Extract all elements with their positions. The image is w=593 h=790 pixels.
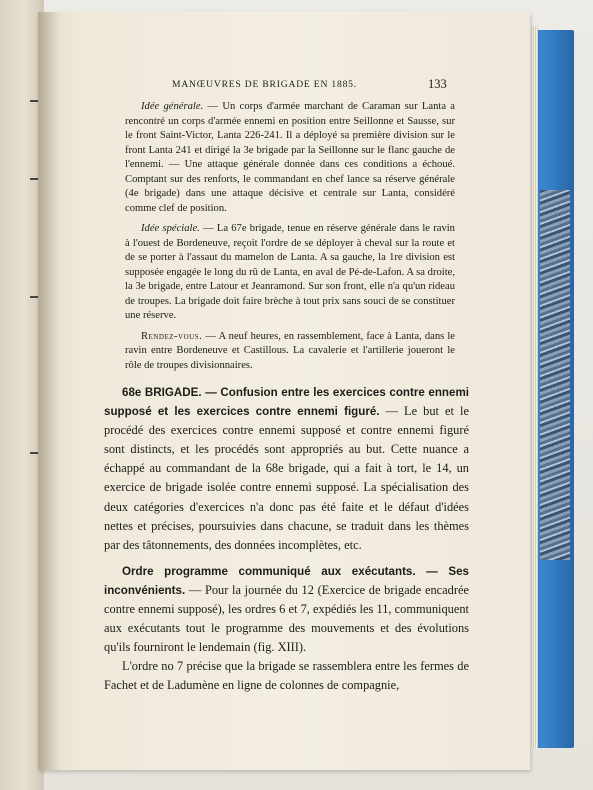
paragraph-idee-generale xyxy=(125,100,455,216)
marbled-endpaper xyxy=(540,190,570,560)
paragraph-body: L'ordre no 7 précise que la brigade se rassemblera entre les fermes de Fachet et de Ladumène en ligne de colonnes de compagnie, xyxy=(104,659,469,693)
paragraph-heading: Ordre programme communiqué aux exécutants. — Ses inconvénients. xyxy=(104,564,469,597)
paragraph-body: — Le but et le procédé des exercices contre ennemi supposé et contre ennemi figuré sont distincts, et les procédés sont appropriés au but. Cette nuance a échappé au commandant de la 68e brigade, qui a fait à tort, le 14, un exercice de brigade isolée contre ennemi supposé. La spécialisation des deux catégories d'exercices n'a donc pas été faite et le défaut d'idées nettes et précises, poursuivies dans chacune, se traduit dans les thèmes par des tâtonnements, des données incomplètes, etc. xyxy=(104,404,469,552)
running-header xyxy=(132,77,447,95)
scenario-block xyxy=(125,100,455,373)
gutter-shadow xyxy=(38,12,60,770)
paragraph-body: — La 67e brigade, tenue en réserve générale dans le ravin à l'ouest de Bordeneuve, reçoit l'ordre de se déployer à cheval sur la route et de se porter à l'assaut du mamelon de Lanta. A sa gauche, la 1re division est supposée engagée le long du rû de Lanta, en aval de Pé-de-Lafon. A sa droite, la 3e brigade, entre Latour et Jeanramond. Sur son front, elle n'a qu'un rideau de troupes. La brigade doit faire brèche à tout prix sans souci de se constituer une réserve. xyxy=(125,223,455,321)
paragraph-idee-speciale xyxy=(125,222,455,324)
page-number: 133 xyxy=(428,77,447,91)
paragraph-lead: Idée spéciale. xyxy=(141,223,200,234)
paragraph-heading: 68e BRIGADE. — Confusion entre les exercices contre ennemi supposé et les exercices contre ennemi figuré. xyxy=(104,386,469,419)
paragraph-body: — Un corps d'armée marchant de Caraman sur Lanta a rencontré un corps d'armée ennemi en position entre Seillonne et Sausse, sur le front Saint-Victor, Lanta 226-241. Il a déployé sa première division sur le front Lanta 241 et dirigé la 3e brigade par la Seillonne sur le flanc gauche de l'ennemi. — Une attaque générale donnée dans ces conditions a échoué. Comptant sur des renforts, le commandant en chef lance sa réserve générale (4e brigade) dans une attaque décisive et centrale sur Lanta, considéré comme clef de position. xyxy=(125,101,456,214)
paragraph-68e-brigade xyxy=(104,383,469,555)
commentary-block xyxy=(104,383,469,696)
paragraph-rendez-vous xyxy=(125,330,455,374)
paragraph-lead: Idée générale. xyxy=(141,101,204,112)
paragraph-body: — A neuf heures, en rassemblement, face à Lanta, dans le ravin entre Bordeneuve et Castillous. La cavalerie et l'artillerie joueront le rôle de troupes divisionnaires. xyxy=(125,330,455,371)
running-title: MANŒUVRES DE BRIGADE EN 1885. xyxy=(172,79,357,90)
paragraph-ordre-programme xyxy=(104,562,469,657)
paragraph-lead: Rendez-vous. xyxy=(141,330,203,342)
paragraph-body: — Pour la journée du 12 (Exercice de brigade encadrée contre ennemi supposé), les ordres 6 et 7, expédiés les 11, communiquent aux exécutants tout le programme des mouvements et des évolutions qu'ils fourniront le lendemain (fig. XIII). xyxy=(104,582,469,655)
paragraph-ordre-7 xyxy=(104,657,469,695)
